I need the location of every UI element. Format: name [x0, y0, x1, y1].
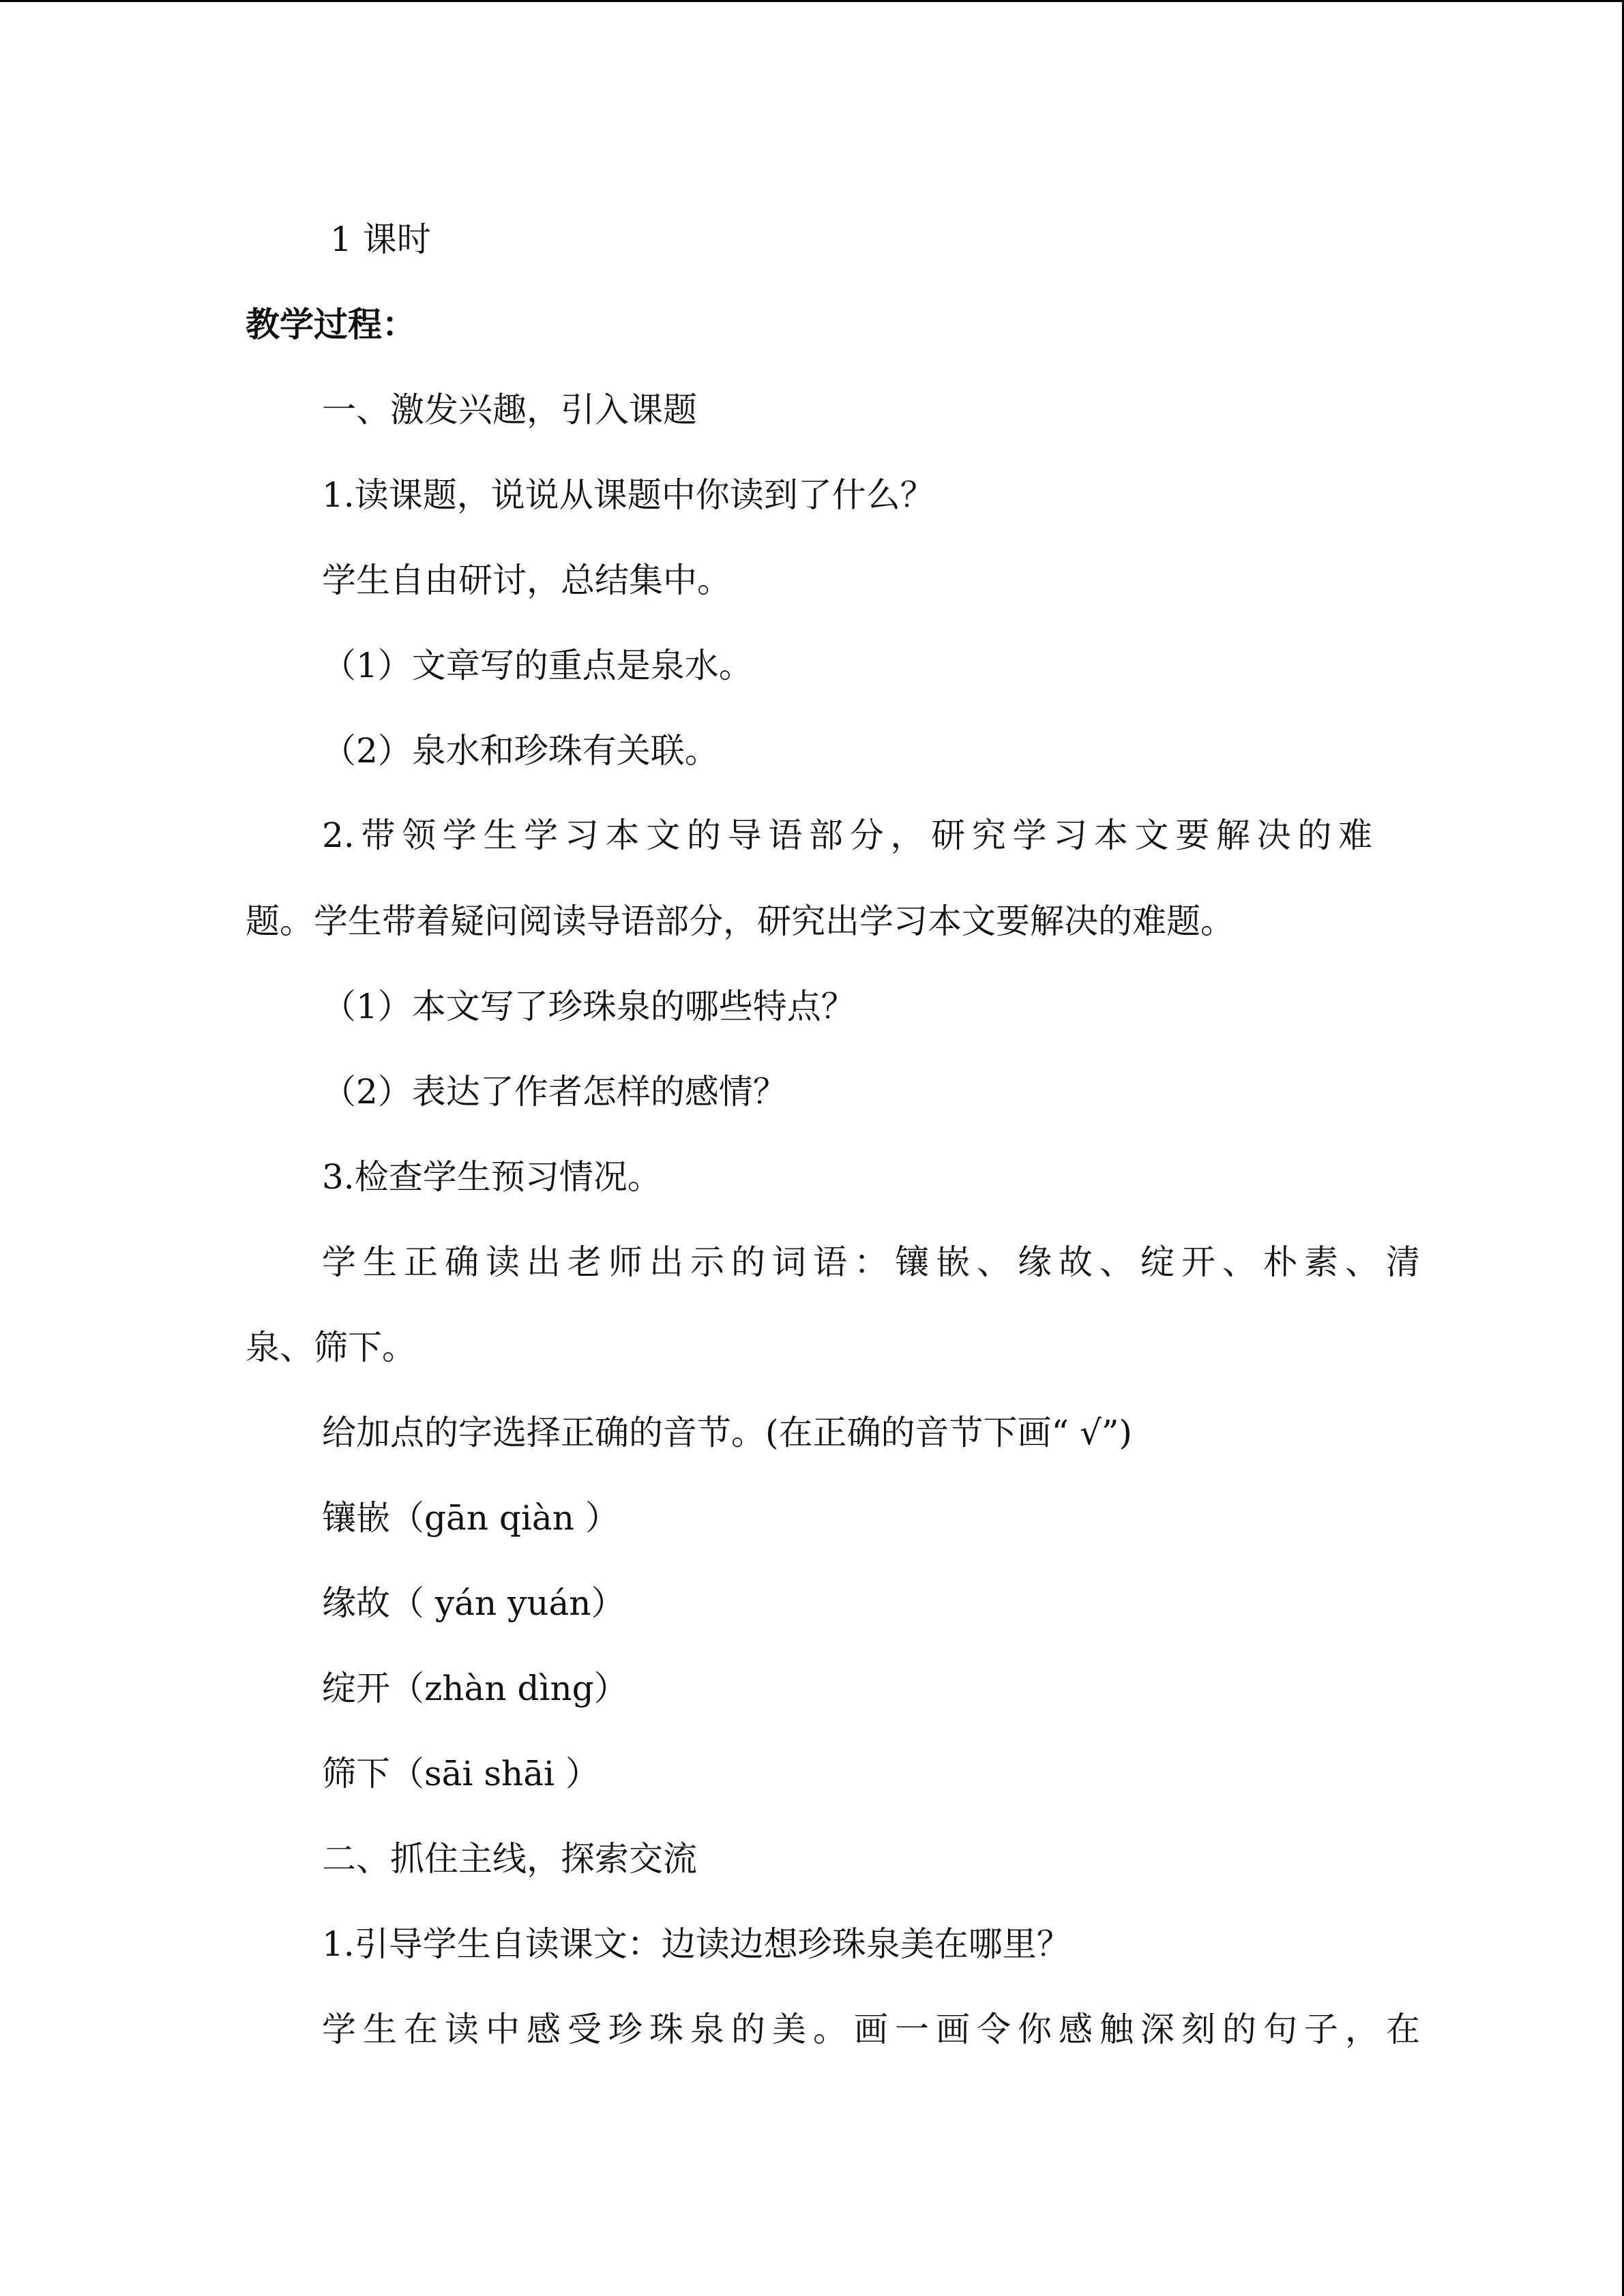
paragraph: 1.读课题，说说从课题中你读到了什么？: [322, 475, 934, 515]
pinyin-item: 绽开（zhàn dìng）: [322, 1669, 628, 1708]
list-item: （2）表达了作者怎样的感情？: [322, 1072, 787, 1112]
pinyin-item: 缘故（ yán yuán）: [322, 1583, 625, 1623]
pinyin-item: 筛下（sāi shāi ）: [322, 1754, 600, 1793]
paragraph-continuation: 泉、筛下。: [246, 1328, 416, 1367]
paragraph-continuation: 题。学生带着疑问阅读导语部分，研究出学习本文要解决的难题。: [246, 901, 1235, 941]
pinyin-item: 镶嵌（gān qiàn ）: [322, 1498, 619, 1538]
paragraph: 学生自由研讨，总结集中。: [322, 561, 731, 600]
list-item: （1）文章写的重点是泉水。: [322, 646, 753, 685]
lesson-duration: 1 课时: [330, 220, 431, 259]
step-heading-1: 一、激发兴趣，引入课题: [322, 390, 697, 430]
step-heading-2: 二、抓住主线，探索交流: [322, 1839, 697, 1879]
paragraph: 学生在读中感受珍珠泉的美。画一画令你感触深刻的句子，在: [322, 2010, 1420, 2049]
paragraph: 学生正确读出老师出示的词语：镶嵌、缘故、绽开、朴素、清: [322, 1242, 1420, 1282]
paragraph: 1.引导学生自读课文：边读边想珍珠泉美在哪里？: [322, 1924, 1071, 1964]
paragraph: 2.带领学生学习本文的导语部分，研究学习本文要解决的难: [322, 816, 1372, 855]
section-heading-teaching-process: 教学过程：: [246, 304, 416, 344]
list-item: （1）本文写了珍珠泉的哪些特点？: [322, 987, 855, 1026]
list-item: （2）泉水和珍珠有关联。: [322, 731, 719, 771]
paragraph: 3.检查学生预习情况。: [322, 1157, 662, 1197]
paragraph: 给加点的字选择正确的音节。(在正确的音节下画“ √”): [322, 1413, 1132, 1452]
